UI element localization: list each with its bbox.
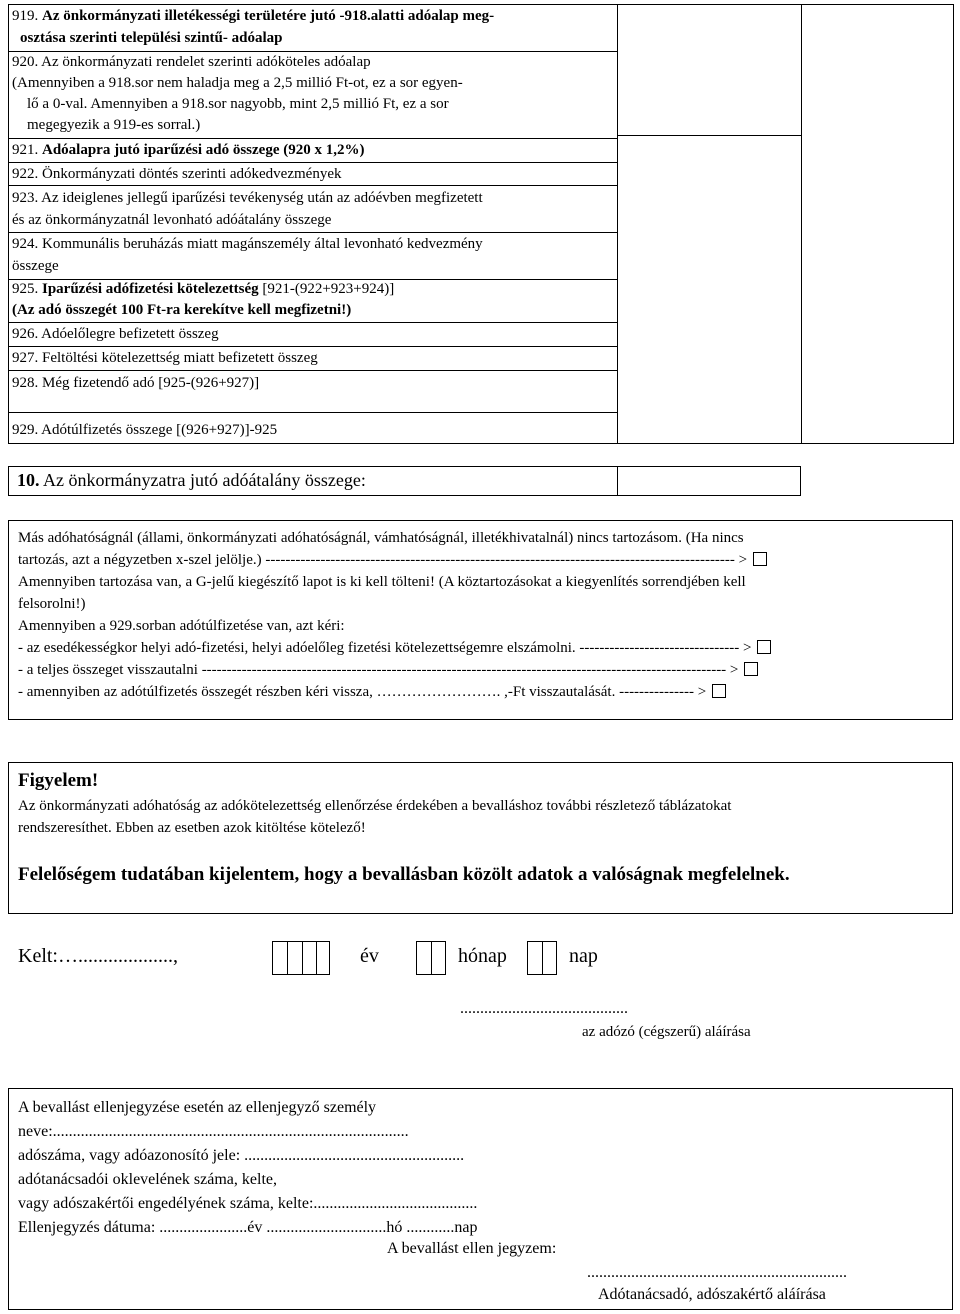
section-10-amount-field[interactable] — [617, 466, 801, 496]
row-924 — [12, 233, 483, 277]
row-920-line3: lő a 0-val. Amennyiben a 918.sor nagyobb, mint 2,5 millió Ft, ez a sor — [27, 96, 449, 112]
section-10-text: Az önkormányzatra jutó adóátalány összege: — [43, 470, 366, 490]
row-924-line1: 924. Kommunális beruházás miatt magánszemély által levonható kedvezmény — [12, 236, 483, 252]
cs-l8: ................................................................. — [587, 1264, 847, 1281]
no-debt-checkbox[interactable] — [753, 552, 767, 566]
row-919 — [12, 5, 612, 49]
decl-p1b-row — [18, 549, 948, 571]
date-kelt: Kelt:…..................., — [18, 945, 178, 967]
row-922: 922. Önkormányzati döntés szerinti adókedvezmények — [12, 166, 342, 182]
decl-p1a: Más adóhatóságnál (állami, önkormányzati adóhatóságnál, vámhatóságnál, illetékhivatalnál) nincs tartozásom. (Ha nincs — [18, 530, 744, 546]
decl-opt2-row — [18, 659, 948, 681]
row-925-line1: 925. Iparűzési adófizetési kötelezettség [921-(922+923+924)] — [12, 281, 395, 297]
decl-opt1: - az esedékességkor helyi adó-fizetési, helyi adóelőleg fizetési kötelezettségemre elszámolni. -------------------------------- > — [18, 640, 752, 656]
decl-p2b: felsorolni!) — [18, 596, 86, 612]
section-10-label — [17, 470, 366, 491]
row-919-line1: 919. Az önkormányzati illetékességi területére jutó -918.alatti adóalap meg- — [12, 8, 495, 24]
row-928: 928. Még fizetendő adó [925-(926+927)] — [12, 375, 260, 391]
cs-l1: A bevallást ellenjegyzése esetén az ellenjegyző személy — [18, 1099, 377, 1116]
row-919-line2: osztása szerinti települési szintű- adóalap — [20, 30, 283, 46]
cs-l7: A bevallást ellen jegyzem: — [387, 1240, 557, 1257]
row-929: 929. Adótúlfizetés összege [(926+927)]-925 — [12, 422, 278, 438]
row-927: 927. Feltöltési kötelezettség miatt befizetett összeg — [12, 350, 318, 366]
year-label: év — [360, 945, 379, 967]
decl-p1b: tartozás, azt a négyzetben x-szel jelölje.) ---------------------------------------------------------------------------------------------- > — [18, 552, 748, 568]
cs-l9: Adótanácsadó, adószakértő aláírása — [598, 1286, 826, 1303]
month-input[interactable] — [416, 941, 446, 975]
cs-l4: adótanácsadói oklevelének száma, kelte, — [18, 1171, 277, 1188]
statement: Felelőségem tudatában kijelentem, hogy a bevallásban közölt adatok a valóságnak megfelelnek. — [18, 864, 790, 885]
row-923-line2: és az önkormányzatnál levonható adóátalány összege — [12, 212, 332, 228]
row-923 — [12, 187, 483, 231]
row-925 — [12, 279, 394, 321]
cs-l3: adószáma, vagy adóazonosító jele: ....................................................... — [18, 1147, 465, 1164]
full-refund-checkbox[interactable] — [744, 662, 758, 676]
declarations-text — [18, 527, 948, 703]
partial-refund-checkbox[interactable] — [712, 684, 726, 698]
offset-checkbox[interactable] — [757, 640, 771, 654]
row-920 — [12, 52, 612, 136]
row-925-line2: (Az adó összegét 100 Ft-ra kerekítve kell megfizetni!) — [12, 302, 352, 318]
row-924-line2: összege — [12, 258, 59, 274]
cs-l5: vagy adószakértői engedélyének száma, kelte:......................................... — [18, 1195, 478, 1212]
decl-opt3-row — [18, 681, 948, 703]
month-label: hónap — [458, 945, 507, 967]
notice-title: Figyelem! — [18, 770, 99, 791]
notice-text-1: Az önkormányzati adóhatóság az adókötelezettség ellenőrzése érdekében a bevalláshoz további részletező táblázatokat — [18, 798, 732, 814]
day-label: nap — [569, 945, 598, 967]
decl-p3: Amennyiben a 929.sorban adótúlfizetése van, azt kéri: — [18, 618, 345, 634]
section-10-number: 10. — [17, 470, 40, 490]
cs-l6: Ellenjegyzés dátuma: ......................év ..............................hó ............nap — [18, 1219, 478, 1236]
decl-opt2: - a teljes összeget visszautalni --------------------------------------------------------------------------------------------------------- > — [18, 662, 739, 678]
row-920-line2: (Amennyiben a 918.sor nem haladja meg a 2,5 millió Ft-ot, ez a sor egyen- — [12, 75, 463, 91]
row-920-line4: megegyezik a 919-es sorral.) — [27, 117, 201, 133]
decl-p2a: Amennyiben tartozása van, a G-jelű kiegészítő lapot is ki kell tölteni! (A köztartozásokat a kiegyenlítés sorrendjében kell — [18, 574, 746, 590]
year-input[interactable] — [272, 941, 330, 975]
row-921: 921. Adóalapra jutó iparűzési adó összege (920 x 1,2%) — [12, 142, 365, 158]
decl-opt1-row — [18, 637, 948, 659]
countersign-text — [18, 1096, 477, 1240]
row-923-line1: 923. Az ideiglenes jellegű iparűzési tevékenység után az adóévben megfizetett — [12, 190, 483, 206]
signature-line: .......................................... — [460, 1000, 628, 1017]
day-input[interactable] — [527, 941, 557, 975]
decl-opt3: - amennyiben az adótúlfizetés összegét részben kéri vissza, ……………………. ,-Ft visszautalását. --------------- > — [18, 684, 707, 700]
signature-label: az adózó (cégszerű) aláírása — [582, 1024, 751, 1040]
notice-text-2: rendszeresíthet. Ebben az esetben azok kitöltése kötelező! — [18, 820, 366, 836]
row-920-line1: 920. Az önkormányzati rendelet szerinti adóköteles adóalap — [12, 54, 371, 70]
row-926: 926. Adóelőlegre befizetett összeg — [12, 326, 219, 342]
notice-text — [18, 795, 946, 839]
cs-l2: neve:......................................................................................... — [18, 1123, 409, 1140]
